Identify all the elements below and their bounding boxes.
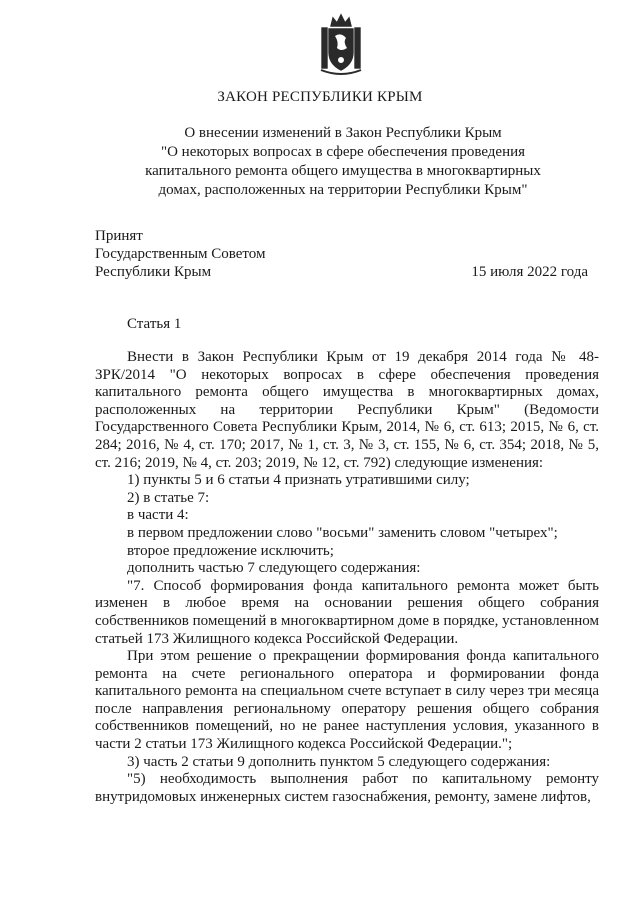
subtitle-line: капитального ремонта общего имущества в многоквартирных <box>145 163 541 179</box>
article-body <box>95 349 599 806</box>
paragraph: в части 4: <box>127 507 189 524</box>
subtitle-line: О внесении изменений в Закон Республики Крым <box>184 125 502 141</box>
paragraph: 1) пункты 5 и 6 статьи 4 признать утратившими силу; <box>127 472 470 489</box>
article-heading: Статья 1 <box>127 316 182 332</box>
subtitle-line: "О некоторых вопросах в сфере обеспечения проведения <box>160 144 526 160</box>
paragraph: дополнить частью 7 следующего содержания: <box>127 560 421 577</box>
adoption-line: Государственным Советом <box>95 246 266 262</box>
paragraph: 2) в статье 7: <box>127 489 210 506</box>
adoption-line: Республики Крым <box>95 264 212 280</box>
paragraph: При этом решение о прекращении формирования фонда капитального ремонта на счете регионального оператора и формировании фонда капитального ремонта на специальном счете вступает в силу через три месяца после направления региональному оператору решения общего собрания собственников помещений, но не ранее наступления условия, указанного в части 2 статьи 173 Жилищного кодекса Российской Федерации."; <box>95 648 599 753</box>
law-title: ЗАКОН РЕСПУБЛИКИ КРЫМ <box>217 89 423 105</box>
paragraph: второе предложение исключить; <box>127 542 334 559</box>
adoption-date: 15 июля 2022 года <box>471 264 588 280</box>
paragraph: "5) необходимость выполнения работ по капитальному ремонту внутридомовых инженерных систем газоснабжения, ремонту, замене лифтов, <box>95 771 599 805</box>
adoption-block <box>95 227 595 281</box>
paragraph: 3) часть 2 статьи 9 дополнить пунктом 5 следующего содержания: <box>127 753 551 770</box>
subtitle-line: домах, расположенных на территории Республики Крым" <box>158 182 528 198</box>
paragraph: Внести в Закон Республики Крым от 19 декабря 2014 года № 48-ЗРК/2014 "О некоторых вопросах в сфере обеспечения проведения капитального ремонта общего имущества в многоквартирных домах, расположенных на территории Республики Крым" (Ведомости Государственного Совета Республики Крым, 2014, № 6, ст. 613; 2015, № 6, ст. 284; 2016, № 4, ст. 170; 2017, № 1, ст. 3, № 3, ст. 155, № 6, ст. 354; 2018, № 5, ст. 216; 2019, № 4, ст. 203; 2019, № 12, ст. 792) следующие изменения: <box>95 349 599 471</box>
adoption-line: Принят <box>95 228 143 244</box>
paragraph: "7. Способ формирования фонда капитального ремонта может быть изменен в любое время на основании решения общего собрания собственников помещений в многоквартирном доме в порядке, установленном статьей 173 Жилищного кодекса Российской Федерации. <box>95 577 599 647</box>
law-subtitle <box>130 124 556 200</box>
crimea-coat-of-arms-icon <box>319 12 363 78</box>
paragraph: в первом предложении слово "восьми" заменить словом "четырех"; <box>127 524 558 541</box>
